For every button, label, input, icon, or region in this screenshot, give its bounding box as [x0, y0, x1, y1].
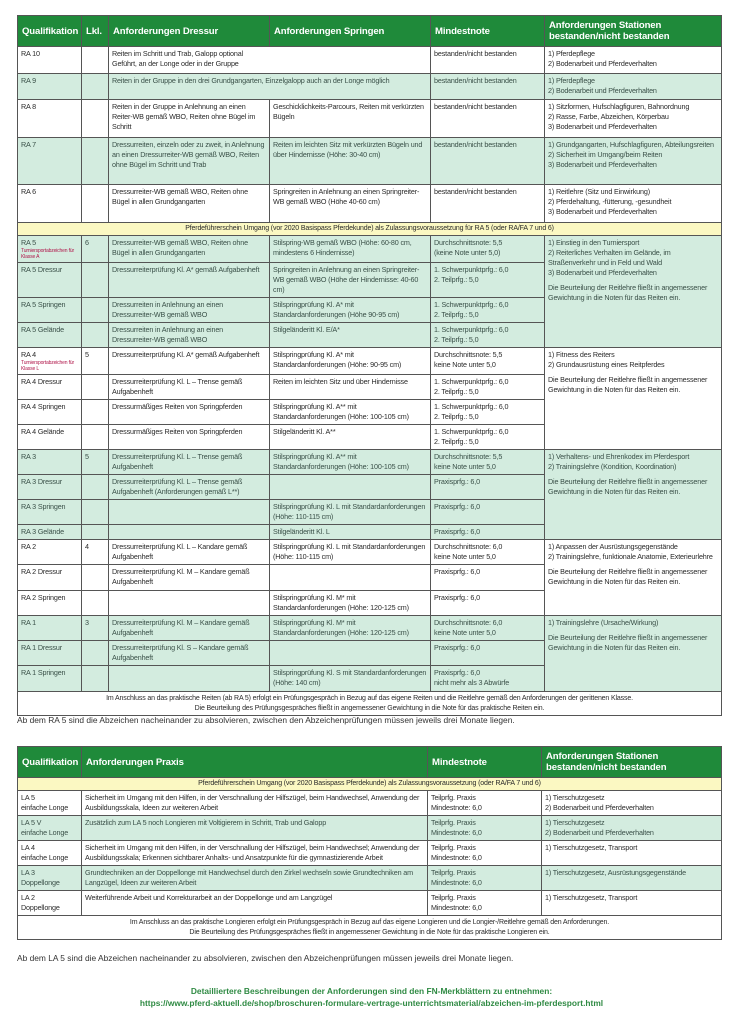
- cell-lkl: [82, 323, 109, 348]
- cell-lkl: [82, 100, 109, 138]
- cell-qualifikation: RA 9: [18, 74, 82, 100]
- table-row: [18, 791, 722, 816]
- text: LA 5: [21, 793, 35, 802]
- text: 1) Pferdepflege: [548, 49, 595, 58]
- cell-mindestnote: Praxisprfg.: 6,0: [431, 500, 545, 525]
- cell-dressur: [109, 500, 270, 525]
- cell-lkl: 6: [82, 236, 109, 263]
- text: LA 2: [21, 893, 35, 902]
- table-row: [18, 540, 722, 565]
- text: 2) Reiterliches Verhalten im Gelände, im Straßenverkehr und in Feld und Wald: [548, 248, 671, 267]
- cell-qualifikation: [18, 891, 82, 916]
- cell-qualifikation: RA 3 Dressur: [18, 475, 82, 500]
- cell-springen: Reiten im leichten Sitz und über Hindernisse: [270, 375, 431, 400]
- cell-lkl: [82, 641, 109, 666]
- text: 1) Grundgangarten, Hufschlagfiguren, Abteilungsreiten: [548, 140, 714, 149]
- table-row: [18, 891, 722, 916]
- cell-dressur: Dressurreiter-WB gemäß WBO, Reiten ohne Bügel in allen Grundgangarten: [109, 236, 270, 263]
- text: 2. Teilprfg.: 5,0: [434, 437, 479, 446]
- cell-qualifikation: RA 2 Dressur: [18, 565, 82, 591]
- text: Mindestnote: 6,0: [431, 878, 482, 887]
- cell-qualifikation: [18, 841, 82, 866]
- text: RA 5: [21, 238, 36, 247]
- cell-dressur: Dressurreiterprüfung Kl. S – Kandare gemäß Aufgabenheft: [109, 641, 270, 666]
- cell-springen: Stilspringprüfung Kl. L mit Standardanforderungen (Höhe: 110-115 cm): [270, 540, 431, 565]
- text: 2) Trainingslehre (Kondition, Koordination): [548, 462, 677, 471]
- cell-stationen: [545, 540, 722, 616]
- table-row: [18, 816, 722, 841]
- text: Reiten im Schritt und Trab, Galopp optional: [112, 49, 243, 58]
- cell-springen: [270, 641, 431, 666]
- cell-mindestnote: [428, 841, 542, 866]
- col-qualifikation: Qualifikation: [18, 747, 82, 778]
- cell-dressur: [109, 525, 270, 540]
- cell-mindestnote: bestanden/nicht bestanden: [431, 185, 545, 223]
- cell-qualifikation: RA 5 Dressur: [18, 263, 82, 298]
- cell-springen: Stilspringprüfung Kl. A* mit Standardanforderungen (Höhe 90-95 cm): [270, 298, 431, 323]
- cell-lkl: [82, 138, 109, 185]
- text: Mindestnote: 6,0: [431, 903, 482, 912]
- cell-mindestnote: [428, 866, 542, 891]
- cell-qualifikation: RA 4 Springen: [18, 400, 82, 425]
- table-row: [18, 841, 722, 866]
- text: Teilprfg. Praxis: [431, 818, 476, 827]
- cell-mindestnote: [431, 375, 545, 400]
- text: Durchschnittsnote: 5,5: [434, 452, 503, 461]
- text: Die Beurteilung der Reitlehre fließt in angemessener Gewichtung in die Noten für das Reiten ein.: [548, 375, 708, 394]
- cell-qualifikation: RA 4 Dressur: [18, 375, 82, 400]
- cell-qualifikation: RA 3 Springen: [18, 500, 82, 525]
- cell-praxis: Sicherheit im Umgang mit den Hilfen, in der Verschnallung der Hilfszügel, beim Handwechsel; Anwendung der Ausbildungsskala; Erkennen sichtbarer Anhalts- und Ansatzpunkte für die gymnastizierende Arbeit: [82, 841, 428, 866]
- cell-mindestnote: [431, 323, 545, 348]
- cell-lkl: [82, 666, 109, 692]
- text: 1. Schwerpunktprfg.: 6,0: [434, 265, 509, 274]
- text: 3) Bodenarbeit und Pferdeverhalten: [548, 268, 657, 277]
- text: 2. Teilprfg.: 5,0: [434, 335, 479, 344]
- text: keine Note unter 5,0: [434, 628, 496, 637]
- col-dressur: Anforderungen Dressur: [109, 16, 270, 47]
- text: 2) Bodenarbeit und Pferdeverhalten: [548, 59, 657, 68]
- table-row: [18, 450, 722, 475]
- text: einfache Longe: [21, 853, 69, 862]
- cell-dressur: Dressurreiten in Anlehnung an einen Dressurreiter-WB gemäß WBO: [109, 323, 270, 348]
- cell-lkl: [82, 298, 109, 323]
- cell-dressur: Dressurreiten in Anlehnung an einen Dressurreiter-WB gemäß WBO: [109, 298, 270, 323]
- text: 3) Bodenarbeit und Pferdeverhalten: [548, 160, 657, 169]
- cell-qualifikation: [18, 816, 82, 841]
- cell-springen: [270, 565, 431, 591]
- note-line: Im Anschluss an das praktische Reiten (ab RA 5) erfolgt ein Prüfungsgespräch in Bezug auf das eigene Reiten und die Reitlehre gemäß den Anforderungen der gerittenen Klasse.: [106, 695, 633, 702]
- cell-lkl: [82, 591, 109, 616]
- cell-qualifikation: [18, 236, 82, 263]
- cell-lkl: [82, 525, 109, 540]
- cell-qualifikation: [18, 791, 82, 816]
- cell-lkl: [82, 565, 109, 591]
- cell-springen: Stilspringprüfung Kl. M* mit Standardanforderungen (Höhe: 120-125 cm): [270, 591, 431, 616]
- text: 1. Schwerpunktprfg.: 6,0: [434, 300, 509, 309]
- cell-qualifikation: RA 8: [18, 100, 82, 138]
- lunging-badges-table: [17, 746, 722, 940]
- cell-mindestnote: [428, 816, 542, 841]
- cell-springen: Stilgeländeritt Kl. A**: [270, 425, 431, 450]
- cell-mindestnote: Praxisprfg.: 6,0: [431, 641, 545, 666]
- cell-qualifikation: RA 3: [18, 450, 82, 475]
- cell-lkl: 4: [82, 540, 109, 565]
- text: 1) Einstieg in den Turniersport: [548, 238, 640, 247]
- cell-stationen: [545, 450, 722, 540]
- text: einfache Longe: [21, 828, 69, 837]
- cell-lkl: 3: [82, 616, 109, 641]
- cell-qualifikation: [18, 348, 82, 375]
- note-line: Im Anschluss an das praktische Longieren erfolgt ein Prüfungsgespräch in Bezug auf das eigene Longieren und die Longier-/Reitlehre gemäß den Anforderungen.: [129, 919, 610, 926]
- text: nicht mehr als 3 Abwürfe: [434, 678, 510, 687]
- cell-mindestnote: [431, 348, 545, 375]
- cell-mindestnote: bestanden/nicht bestanden: [431, 100, 545, 138]
- text: 1) Anpassen der Ausrüstungsgegenstände: [548, 542, 678, 551]
- table-row: [18, 100, 722, 138]
- footer-link[interactable]: https://www.pferd-aktuell.de/shop/broschuren-formulare-vertrage-unterrichtsmaterial/abzeichen-im-pferdesport.html: [139, 998, 604, 1008]
- table-note: [18, 916, 722, 940]
- cell-mindestnote: bestanden/nicht bestanden: [431, 138, 545, 185]
- cell-springen: Stilspringprüfung Kl. A** mit Standardanforderungen (Höhe: 100-105 cm): [270, 450, 431, 475]
- badge-subtitle: Turniersportabzeichen für Klasse L: [21, 360, 75, 372]
- cell-stationen: [542, 791, 722, 816]
- cell-stationen: [545, 74, 722, 100]
- cell-qualifikation: RA 4 Gelände: [18, 425, 82, 450]
- cell-lkl: [82, 425, 109, 450]
- cell-qualifikation: RA 2 Springen: [18, 591, 82, 616]
- cell-lkl: [82, 47, 109, 74]
- cell-mindestnote: [431, 540, 545, 565]
- text: Doppellonge: [21, 903, 60, 912]
- text: einfache Longe: [21, 803, 69, 812]
- text: keine Note unter 5,0: [434, 552, 496, 561]
- text: Durchschnittsnote: 6,0: [434, 542, 503, 551]
- table-row: [18, 348, 722, 375]
- cell-stationen: [545, 185, 722, 223]
- text: 2. Teilprfg.: 5,0: [434, 275, 479, 284]
- text: Teilprfg. Praxis: [431, 843, 476, 852]
- cell-stationen: [545, 348, 722, 450]
- text: 1) Tierschutzgesetz, Transport: [545, 893, 638, 902]
- table-note-row: [18, 916, 722, 940]
- note-line: Die Beurteilung des Prüfungsgespräches fließt in angemessener Gewichtung in die Note für das praktische Longieren ein.: [189, 928, 550, 936]
- text: 2) Bodenarbeit und Pferdeverhalten: [548, 86, 657, 95]
- text: Praxisprfg.: 6,0: [434, 668, 480, 677]
- cell-springen: Stilgeländeritt Kl. L: [270, 525, 431, 540]
- table-row: [18, 236, 722, 263]
- text: 1) Tierschutzgesetz, Ausrüstungsgegenstände: [545, 868, 686, 877]
- text: 1) Tierschutzgesetz: [545, 818, 605, 827]
- prerequisite-band: [18, 223, 722, 236]
- text: Die Beurteilung der Reitlehre fließt in angemessener Gewichtung in die Noten für das Reiten ein.: [548, 283, 708, 302]
- text: 2) Trainingslehre, funktionale Anatomie, Exterieurlehre: [548, 552, 713, 561]
- cell-springen: Springreiten in Anlehnung an einen Springreiter-WB gemäß WBO (Höhe 40-60 cm): [270, 185, 431, 223]
- footer: [0, 985, 743, 1009]
- prerequisite-text: Pferdeführerschein Umgang (vor 2020 Basispass Pferdekunde) als Zulassungsvoraussetzung (oder RA/FA 7 und 6): [18, 778, 722, 791]
- badge-subtitle: Turniersportabzeichen für Klasse A: [21, 248, 75, 260]
- cell-qualifikation: [18, 866, 82, 891]
- text: 2. Teilprfg.: 5,0: [434, 387, 479, 396]
- cell-mindestnote: [431, 263, 545, 298]
- text: LA 3: [21, 868, 35, 877]
- footer-text: Detailliertere Beschreibungen der Anforderungen sind den FN-Merkblättern zu entnehmen:: [190, 986, 553, 996]
- col-praxis: Anforderungen Praxis: [82, 747, 428, 778]
- cell-dressur: Dressurreiter-WB gemäß WBO, Reiten ohne Bügel in allen Grundgangarten: [109, 185, 270, 223]
- cell-praxis: Weiterführende Arbeit und Korrekturarbeit an der Doppellonge und am Langzügel: [82, 891, 428, 916]
- cell-lkl: [82, 400, 109, 425]
- cell-mindestnote: Praxisprfg.: 6,0: [431, 565, 545, 591]
- cell-lkl: [82, 500, 109, 525]
- cell-springen: Stilgeländeritt Kl. E/A*: [270, 323, 431, 348]
- text: 2) Bodenarbeit und Pferdeverhalten: [545, 803, 654, 812]
- table-header: [18, 16, 722, 47]
- text: Teilprfg. Praxis: [431, 868, 476, 877]
- cell-lkl: 5: [82, 450, 109, 475]
- cell-mindestnote: Praxisprfg.: 6,0: [431, 591, 545, 616]
- riding-sequence-note: Ab dem RA 5 sind die Abzeichen nacheinander zu absolvieren, zwischen den Abzeichenprüfungen müssen jeweils drei Monate liegen.: [17, 715, 515, 725]
- prerequisite-text: Pferdeführerschein Umgang (vor 2020 Basispass Pferdekunde) als Zulassungsvoraussetzung für RA 5 (oder RA/FA 7 und 6): [18, 223, 722, 236]
- col-mindestnote: Mindestnote: [428, 747, 542, 778]
- text: 1. Schwerpunktprfg.: 6,0: [434, 427, 509, 436]
- cell-qualifikation: RA 1: [18, 616, 82, 641]
- cell-lkl: [82, 475, 109, 500]
- table-header: [18, 747, 722, 778]
- col-stationen: Anforderungen Stationen bestanden/nicht bestanden: [542, 747, 722, 778]
- text: 3) Bodenarbeit und Pferdeverhalten: [548, 207, 657, 216]
- cell-lkl: [82, 375, 109, 400]
- cell-stationen: [545, 616, 722, 692]
- riding-badges-table: [17, 15, 722, 716]
- cell-dressur: Dressurreiterprüfung Kl. L – Trense gemäß Aufgabenheft (Anforderungen gemäß L**): [109, 475, 270, 500]
- cell-springen: Stilspringprüfung Kl. A** mit Standardanforderungen (Höhe: 100-105 cm): [270, 400, 431, 425]
- text: 2) Rasse, Farbe, Abzeichen, Körperbau: [548, 112, 669, 121]
- cell-dressur: Reiten in der Gruppe in den drei Grundgangarten, Einzelgalopp auch an der Longe möglich: [109, 74, 431, 100]
- cell-lkl: [82, 74, 109, 100]
- text: Die Beurteilung der Reitlehre fließt in angemessener Gewichtung in die Noten für das Reiten ein.: [548, 567, 708, 586]
- cell-praxis: Grundtechniken an der Doppellonge mit Handwechsel durch den Zirkel wechseln sowie Grundtechniken am Langzügel, Ideen zur weiteren Arbeit: [82, 866, 428, 891]
- cell-mindestnote: Praxisprfg.: 6,0: [431, 525, 545, 540]
- text: Durchschnittsnote: 5,5: [434, 350, 503, 359]
- text: Mindestnote: 6,0: [431, 853, 482, 862]
- text: keine Note unter 5,0: [434, 462, 496, 471]
- text: 1) Verhaltens- und Ehrenkodex im Pferdesport: [548, 452, 690, 461]
- cell-dressur: Dressurreiterprüfung Kl. L – Trense gemäß Aufgabenheft: [109, 450, 270, 475]
- cell-qualifikation: RA 2: [18, 540, 82, 565]
- cell-qualifikation: RA 6: [18, 185, 82, 223]
- cell-stationen: [542, 891, 722, 916]
- cell-dressur: Dressurmäßiges Reiten von Springpferden: [109, 425, 270, 450]
- text: Mindestnote: 6,0: [431, 803, 482, 812]
- cell-qualifikation: RA 1 Dressur: [18, 641, 82, 666]
- cell-springen: Reiten im leichten Sitz mit verkürzten Bügeln und über Hindernisse (Höhe: 30-40 cm): [270, 138, 431, 185]
- cell-dressur: Dressurreiten, einzeln oder zu zweit, in Anlehnung an einen Dressurreiter-WB gemäß WBO, Reiten ohne Bügel im Schritt und Trab: [109, 138, 270, 185]
- cell-mindestnote: [428, 791, 542, 816]
- text: keine Note unter 5,0: [434, 360, 496, 369]
- text: 2. Teilprfg.: 5,0: [434, 412, 479, 421]
- table-row: [18, 74, 722, 100]
- cell-springen: Stilspring-WB gemäß WBO (Höhe: 60-80 cm, mindestens 6 Hindernisse): [270, 236, 431, 263]
- cell-mindestnote: [431, 450, 545, 475]
- cell-stationen: [542, 816, 722, 841]
- text: Doppellonge: [21, 878, 60, 887]
- cell-lkl: [82, 263, 109, 298]
- table-row: [18, 47, 722, 74]
- note-line: Die Beurteilung des Prüfungsgespräches fließt in angemessener Gewichtung in die Note für das praktische Reiten ein.: [194, 704, 545, 712]
- prerequisite-band: [18, 778, 722, 791]
- text: RA 4: [21, 350, 36, 359]
- cell-dressur: Dressurreiterprüfung Kl. A* gemäß Aufgabenheft: [109, 348, 270, 375]
- cell-springen: [270, 475, 431, 500]
- cell-mindestnote: Praxisprfg.: 6,0: [431, 475, 545, 500]
- table-row: [18, 138, 722, 185]
- col-springen: Anforderungen Springen: [270, 16, 431, 47]
- text: 2) Pferdehaltung, -fütterung, -gesundheit: [548, 197, 672, 206]
- text: Die Beurteilung der Reitlehre fließt in angemessener Gewichtung in die Noten für das Reiten ein.: [548, 633, 708, 652]
- cell-dressur: Dressurreiterprüfung Kl. M – Kandare gemäß Aufgabenheft: [109, 565, 270, 591]
- text: Geführt, an der Longe oder in der Gruppe: [112, 59, 239, 68]
- text: 1) Pferdepflege: [548, 76, 595, 85]
- cell-springen: Stilspringprüfung Kl. S mit Standardanforderungen (Höhe: 140 cm): [270, 666, 431, 692]
- text: 1) Fitness des Reiters: [548, 350, 615, 359]
- text: 1. Schwerpunktprfg.: 6,0: [434, 325, 509, 334]
- cell-qualifikation: RA 3 Gelände: [18, 525, 82, 540]
- text: LA 5 V: [21, 818, 42, 827]
- cell-dressur: Dressurmäßiges Reiten von Springpferden: [109, 400, 270, 425]
- cell-stationen: [542, 841, 722, 866]
- text: Teilprfg. Praxis: [431, 893, 476, 902]
- cell-springen: Geschicklichkeits-Parcours, Reiten mit verkürzten Bügeln: [270, 100, 431, 138]
- cell-mindestnote: [431, 236, 545, 263]
- cell-qualifikation: RA 5 Springen: [18, 298, 82, 323]
- cell-stationen: [545, 100, 722, 138]
- text: 1. Schwerpunktprfg.: 6,0: [434, 377, 509, 386]
- cell-qualifikation: RA 5 Gelände: [18, 323, 82, 348]
- cell-stationen: [545, 236, 722, 348]
- cell-qualifikation: RA 1 Springen: [18, 666, 82, 692]
- cell-dressur: [109, 666, 270, 692]
- col-qualifikation: Qualifikation: [18, 16, 82, 47]
- cell-stationen: [545, 47, 722, 74]
- cell-mindestnote: [431, 400, 545, 425]
- text: Durchschnittsnote: 6,0: [434, 618, 503, 627]
- cell-mindestnote: bestanden/nicht bestanden: [431, 47, 545, 74]
- text: 2) Sicherheit im Umgang/beim Reiten: [548, 150, 663, 159]
- table-row: [18, 616, 722, 641]
- cell-mindestnote: [428, 891, 542, 916]
- text: 2. Teilprfg.: 5,0: [434, 310, 479, 319]
- cell-mindestnote: [431, 298, 545, 323]
- cell-praxis: Zusätzlich zum LA 5 noch Longieren mit Voltigierern in Schritt, Trab und Galopp: [82, 816, 428, 841]
- cell-springen: Stilspringprüfung Kl. M* mit Standardanforderungen (Höhe: 120-125 cm): [270, 616, 431, 641]
- cell-dressur: Dressurreiterprüfung Kl. M – Kandare gemäß Aufgabenheft: [109, 616, 270, 641]
- cell-mindestnote: [431, 425, 545, 450]
- cell-qualifikation: RA 10: [18, 47, 82, 74]
- cell-mindestnote: [431, 666, 545, 692]
- text: 1) Sitzformen, Hufschlagfiguren, Bahnordnung: [548, 102, 690, 111]
- text: 1) Tierschutzgesetz, Transport: [545, 843, 638, 852]
- text: Teilprfg. Praxis: [431, 793, 476, 802]
- text: 1) Reitlehre (Sitz und Einwirkung): [548, 187, 650, 196]
- cell-dressur: Dressurreiterprüfung Kl. A* gemäß Aufgabenheft: [109, 263, 270, 298]
- text: (keine Note unter 5,0): [434, 248, 501, 257]
- table-row: [18, 866, 722, 891]
- cell-dressur: Dressurreiterprüfung Kl. L – Kandare gemäß Aufgabenheft: [109, 540, 270, 565]
- cell-praxis: Sicherheit im Umgang mit den Hilfen, in der Verschnallung der Hilfszügel, beim Handwechsel, Anwendung der Ausbildungsskala, Ideen zur weiteren Arbeit: [82, 791, 428, 816]
- lunging-sequence-note: Ab dem LA 5 sind die Abzeichen nacheinander zu absolvieren, zwischen den Abzeichenprüfungen müssen jeweils drei Monate liegen.: [17, 953, 514, 963]
- text: 1. Schwerpunktprfg.: 6,0: [434, 402, 509, 411]
- cell-mindestnote: [431, 616, 545, 641]
- cell-lkl: [82, 185, 109, 223]
- text: LA 4: [21, 843, 35, 852]
- table-note-row: [18, 692, 722, 716]
- text: 3) Bodenarbeit und Pferdeverhalten: [548, 122, 657, 131]
- table-row: [18, 185, 722, 223]
- cell-lkl: 5: [82, 348, 109, 375]
- text: 2) Bodenarbeit und Pferdeverhalten: [545, 828, 654, 837]
- text: 1) Trainingslehre (Ursache/Wirkung): [548, 618, 659, 627]
- cell-dressur: [109, 591, 270, 616]
- cell-springen: Stilspringprüfung Kl. A* mit Standardanforderungen (Höhe: 90-95 cm): [270, 348, 431, 375]
- cell-dressur: [109, 47, 431, 74]
- text: Die Beurteilung der Reitlehre fließt in angemessener Gewichtung in die Noten für das Reiten ein.: [548, 477, 708, 496]
- text: 2) Grundausrüstung eines Reitpferdes: [548, 360, 665, 369]
- text: Mindestnote: 6,0: [431, 828, 482, 837]
- col-mindestnote: Mindestnote: [431, 16, 545, 47]
- text: 1) Tierschutzgesetz: [545, 793, 605, 802]
- cell-mindestnote: bestanden/nicht bestanden: [431, 74, 545, 100]
- cell-springen: Stilspringprüfung Kl. L mit Standardanforderungen (Höhe: 110-115 cm): [270, 500, 431, 525]
- cell-springen: Springreiten in Anlehnung an einen Springreiter-WB gemäß WBO (Höhe der Hindernisse: 40-60 cm): [270, 263, 431, 298]
- cell-qualifikation: RA 7: [18, 138, 82, 185]
- col-lkl: Lkl.: [82, 16, 109, 47]
- cell-dressur: Reiten in der Gruppe in Anlehnung an einen Reiter-WB gemäß WBO, Reiten ohne Bügel im Schritt: [109, 100, 270, 138]
- cell-stationen: [545, 138, 722, 185]
- col-stationen: Anforderungen Stationen bestanden/nicht bestanden: [545, 16, 722, 47]
- table-note: [18, 692, 722, 716]
- cell-stationen: [542, 866, 722, 891]
- text: Durchschnittsnote: 5,5: [434, 238, 503, 247]
- cell-dressur: Dressurreiterprüfung Kl. L – Trense gemäß Aufgabenheft: [109, 375, 270, 400]
